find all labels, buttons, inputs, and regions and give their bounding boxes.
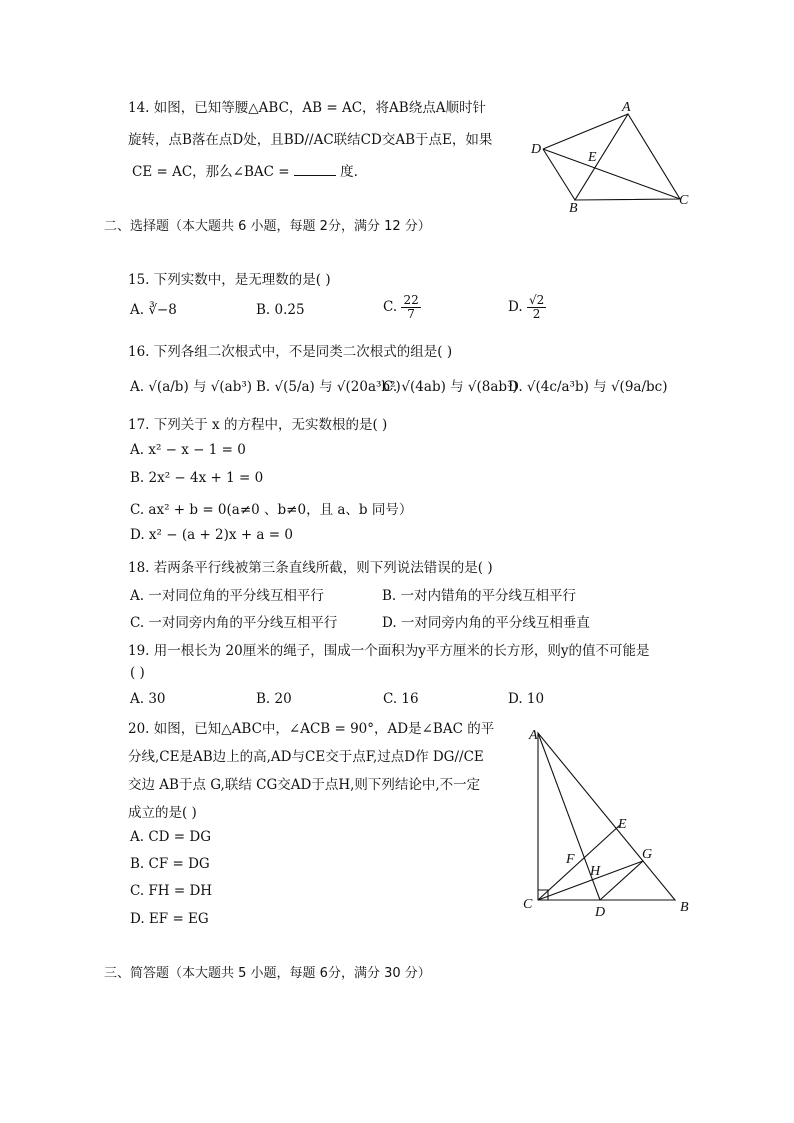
q15-option-a[interactable]: A. ∛−8 [130,302,177,318]
q17-option-d[interactable]: D. x² − (a + 2)x + a = 0 [130,527,293,543]
q20-label-E: E [618,817,627,832]
q20-line4: 成立的是( ) [128,805,197,821]
q14-line3-text: CE = AC，那么∠BAC = [132,164,290,180]
q14-label-B: B [569,201,578,215]
q16-option-d[interactable]: D. √(4c/a³b) 与 √(9a/bc) [508,379,668,395]
q18-option-a[interactable]: A. 一对同位角的平分线互相平行 [130,588,324,604]
q17-stem: 17. 下列关于 x 的方程中，无实数根的是( ) [128,417,388,433]
q18-stem: 18. 若两条平行线被第三条直线所截，则下列说法错误的是( ) [128,560,493,576]
q20-option-a[interactable]: A. CD = DG [130,829,211,845]
q20-line1: 20. 如图，已知△ABC中，∠ACB = 90°，AD是∠BAC 的平 [128,721,495,737]
q20-label-C: C [523,897,533,912]
q20-label-B: B [680,900,689,915]
q15-d-label: D. [508,299,523,315]
q20-option-c[interactable]: C. FH = DH [130,883,213,899]
q18-option-c[interactable]: C. 一对同旁内角的平分线互相平行 [130,615,338,631]
q14-label-C: C [679,193,689,208]
q20-line3: 交边 AB于点 G,联结 CG交AD于点H,则下列结论中,不一定 [128,777,481,793]
q15-c-fraction: $\frac{22}{7}$ [403,293,419,321]
q20-label-H: H [590,864,601,879]
q14-label-A: A [622,100,631,115]
q19-option-b[interactable]: B. 20 [256,691,292,707]
q17-option-a[interactable]: A. x² − x − 1 = 0 [130,442,246,458]
q20-option-d[interactable]: D. EF = EG [130,911,209,927]
q14-figure [525,100,700,215]
q17-option-c[interactable]: C. ax² + b = 0(a≠0 、b≠0，且 a、b 同号） [130,502,413,518]
q16-option-c[interactable]: C. √(4ab) 与 √(8ab³) [383,379,518,395]
q14-answer-blank[interactable] [294,163,336,176]
q14-line3-end: 度. [340,164,358,180]
q20-line2: 分线,CE是AB边上的高,AD与CE交于点F,过点D作 DG//CE [128,749,484,765]
q15-d-fraction: $\frac{√2}{2}$ [528,293,545,321]
q14-line2: 旋转，点B落在点D处，且BD//AC联结CD交AB于点E，如果 [128,132,493,148]
q20-figure [515,720,700,920]
q20-label-G: G [642,847,653,862]
q20-option-b[interactable]: B. CF = DG [130,856,210,872]
q19-paren: ( ) [130,665,145,681]
q20-label-D: D [595,905,606,920]
q19-option-d[interactable]: D. 10 [508,691,545,707]
q17-option-b[interactable]: B. 2x² − 4x + 1 = 0 [130,470,264,486]
q18-option-b[interactable]: B. 一对内错角的平分线互相平行 [382,588,577,604]
q15-stem: 15. 下列实数中，是无理数的是( ) [128,272,331,288]
q20-label-A: A [529,728,538,743]
q15-c-label: C. [383,299,398,315]
q16-option-a[interactable]: A. √(a/b) 与 √(ab³) [130,379,253,395]
q14-label-D: D [531,142,542,157]
q20-label-F: F [566,852,575,867]
q16-stem: 16. 下列各组二次根式中，不是同类二次根式的组是( ) [128,344,453,360]
q15-option-d[interactable] [508,294,546,321]
q18-option-d[interactable]: D. 一对同旁内角的平分线互相垂直 [382,615,590,631]
q14-line3 [132,160,358,180]
q15-option-b[interactable]: B. 0.2̇5̇ [256,302,305,318]
q19-option-a[interactable]: A. 30 [130,691,166,707]
q14-label-E: E [588,150,597,165]
q19-option-c[interactable]: C. 16 [383,691,419,707]
q16-option-b[interactable]: B. √(5/a) 与 √(20a³b²) [256,379,401,395]
q15-option-c[interactable] [383,294,421,321]
q19-stem: 19. 用一根长为 20厘米的绳子，围成一个面积为y平方厘米的长方形，则y的值不可能是 [128,643,650,659]
section-3-heading: 三、简答题（本大题共 5 小题，每题 6分，满分 30 分） [104,966,431,981]
q14-line1: 14. 如图，已知等腰△ABC，AB = AC，将AB绕点A顺时针 [128,100,486,116]
section-2-heading: 二、选择题（本大题共 6 小题，每题 2分，满分 12 分） [104,219,431,234]
